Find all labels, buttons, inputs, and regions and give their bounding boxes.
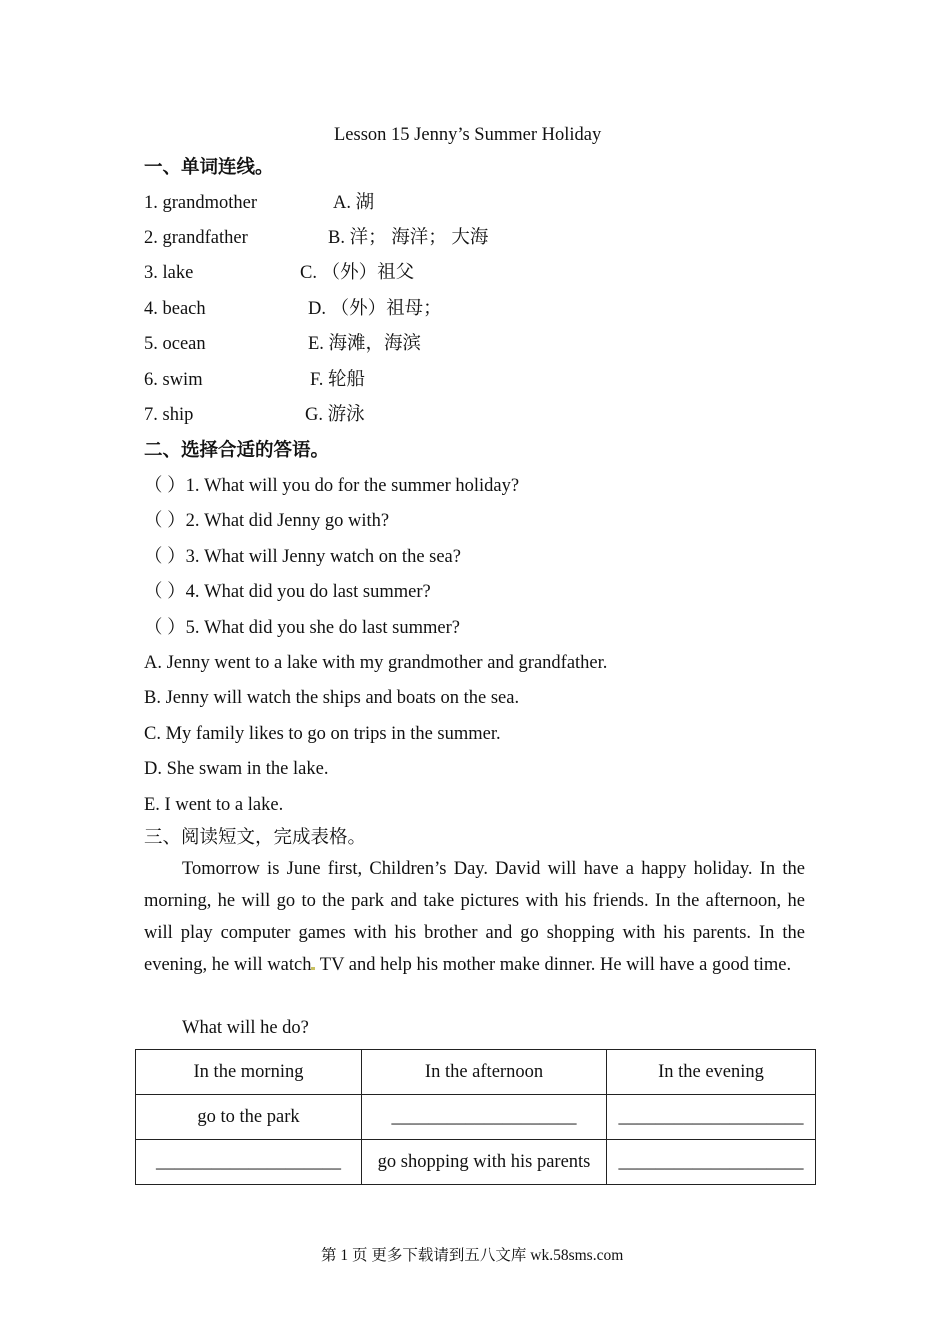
table-row bbox=[136, 1095, 816, 1140]
answer-item: C. My family likes to go on trips in the summer. bbox=[144, 724, 501, 744]
question-item: （ ）1. What will you do for the summer holiday? bbox=[144, 476, 520, 496]
section2-heading: 二、选择合适的答语。 bbox=[144, 441, 330, 461]
meaning-item: F. 轮船 bbox=[310, 370, 366, 390]
table-header: In the afternoon bbox=[362, 1050, 607, 1095]
passage-text: TV and help his mother make dinner. He will have a good time. bbox=[315, 955, 792, 975]
reading-passage bbox=[144, 853, 805, 981]
table-header: In the morning bbox=[136, 1050, 362, 1095]
table-question: What will he do? bbox=[182, 1018, 309, 1038]
word-item: 6. swim bbox=[144, 370, 203, 390]
word-item: 5. ocean bbox=[144, 334, 206, 354]
answer-item: E. I went to a lake. bbox=[144, 795, 284, 815]
answer-item: B. Jenny will watch the ships and boats on the sea. bbox=[144, 688, 520, 708]
page-footer: 第 1 页 更多下载请到五八文库 wk.58sms.com bbox=[321, 1247, 624, 1264]
word-item: 3. lake bbox=[144, 263, 194, 283]
meaning-item: C. （外）祖父 bbox=[300, 263, 415, 283]
passage-text: Tomorrow is June first, Children’s Day. David will have a happy holiday. In the morning, he will go to the park and take pictures with his friends. In the afternoon, he will play computer games with his brother and go shopping with his parents. In the evening, he will watch bbox=[144, 859, 805, 975]
table-header: In the evening bbox=[607, 1050, 816, 1095]
question-item: （ ）4. What did you do last summer? bbox=[144, 582, 431, 602]
blank-cell[interactable]: ____________________ bbox=[607, 1140, 816, 1185]
section1-heading: 一、单词连线。 bbox=[144, 158, 274, 178]
meaning-item: B. 洋； 海洋； 大海 bbox=[328, 228, 489, 248]
table-cell: go to the park bbox=[136, 1095, 362, 1140]
word-item: 2. grandfather bbox=[144, 228, 248, 248]
word-item: 7. ship bbox=[144, 405, 194, 425]
meaning-item: G. 游泳 bbox=[305, 405, 365, 425]
meaning-item: A. 湖 bbox=[333, 193, 375, 213]
word-item: 1. grandmother bbox=[144, 193, 258, 213]
question-item: （ ）2. What did Jenny go with? bbox=[144, 511, 390, 531]
section3-heading: 三、阅读短文，完成表格。 bbox=[144, 828, 367, 848]
question-item: （ ）3. What will Jenny watch on the sea? bbox=[144, 547, 461, 567]
answer-item: A. Jenny went to a lake with my grandmother and grandfather. bbox=[144, 653, 608, 673]
blank-cell[interactable]: ____________________ bbox=[362, 1095, 607, 1140]
table-row bbox=[136, 1140, 816, 1185]
table-cell: go shopping with his parents bbox=[362, 1140, 607, 1185]
question-item: （ ）5. What did you she do last summer? bbox=[144, 618, 460, 638]
word-item: 4. beach bbox=[144, 299, 206, 319]
table-row bbox=[136, 1050, 816, 1095]
blank-cell[interactable]: ____________________ bbox=[136, 1140, 362, 1185]
blank-cell[interactable]: ____________________ bbox=[607, 1095, 816, 1140]
meaning-item: E. 海滩，海滨 bbox=[308, 334, 422, 354]
answer-table bbox=[135, 1049, 816, 1185]
meaning-item: D. （外）祖母； bbox=[308, 299, 442, 319]
answer-item: D. She swam in the lake. bbox=[144, 759, 329, 779]
page-title: Lesson 15 Jenny’s Summer Holiday bbox=[334, 125, 602, 145]
